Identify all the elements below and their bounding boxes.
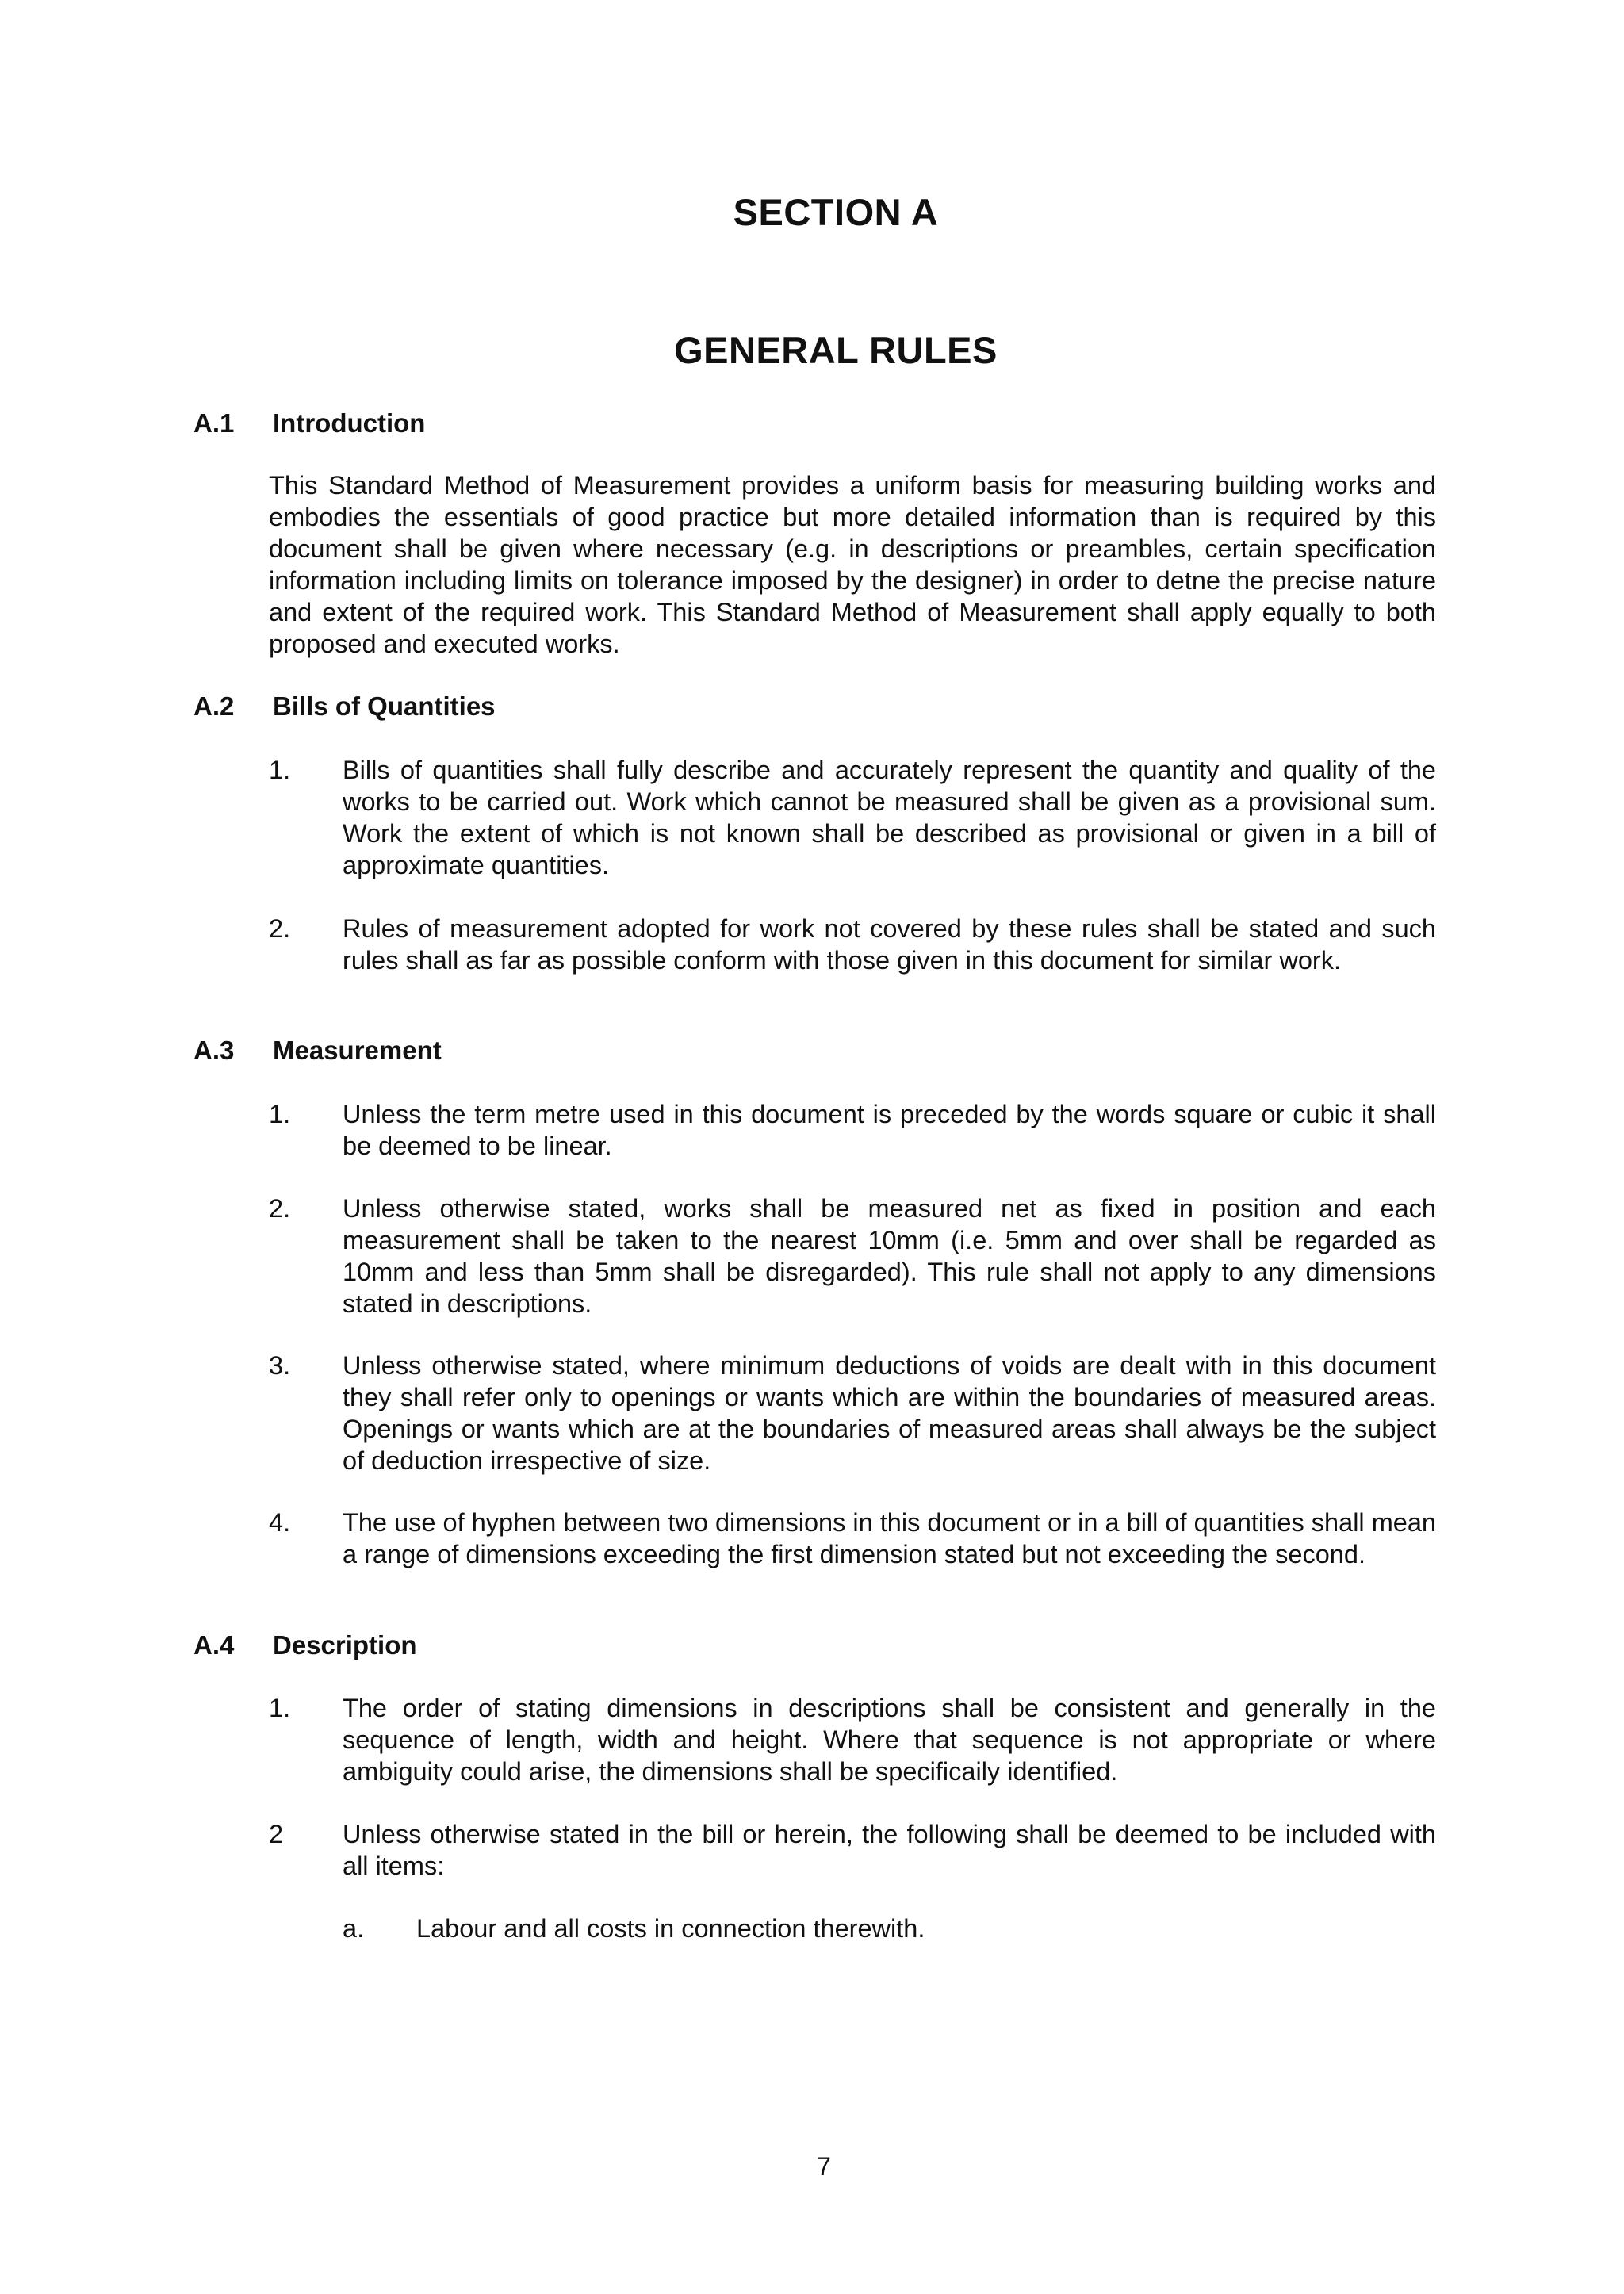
section-heading-text: Bills of Quantities	[273, 691, 496, 721]
list-item-number: 4.	[269, 1508, 291, 1537]
list-item-number: 1.	[269, 1694, 291, 1722]
list-item-text: Unless the term metre used in this document is preceded by the words square or cubic it shall be deemed to be linear.	[343, 1100, 1436, 1160]
list-item	[269, 1692, 1436, 1787]
list-item	[269, 1818, 1436, 1882]
list-item-text: Rules of measurement adopted for work not covered by these rules shall be stated and such rules shall as far as possible conform with those given in this document for similar work.	[343, 914, 1436, 975]
section-heading-text: Measurement	[273, 1036, 442, 1065]
list-item-text: The order of stating dimensions in descriptions shall be consistent and generally in the sequence of length, width and height. Where that sequence is not appropriate or where ambiguity could arise, the dimensions shall be specificaily identified.	[343, 1694, 1436, 1786]
sub-list-item	[343, 1913, 1436, 1944]
section-number: A.1	[193, 408, 235, 438]
list-item	[269, 754, 1436, 881]
section-number: A.3	[193, 1036, 235, 1065]
section-number: A.4	[193, 1630, 235, 1660]
list-item	[269, 913, 1436, 976]
list-item	[269, 1098, 1436, 1162]
list-item	[269, 1507, 1436, 1570]
list-item-number: 2.	[269, 914, 291, 943]
list-item-number: 3.	[269, 1351, 291, 1380]
sub-list-item-letter: a.	[343, 1914, 365, 1943]
list-item-text: The use of hyphen between two dimensions in this document or in a bill of quantities shall mean a range of dimensions exceeding the first dimension stated but not exceeding the second.	[343, 1508, 1436, 1568]
list-item-number: 1.	[269, 756, 291, 784]
section-heading-text: Description	[273, 1630, 417, 1660]
list-item	[269, 1193, 1436, 1319]
section-heading-text: Introduction	[273, 408, 426, 438]
section-title: SECTION A	[733, 191, 939, 233]
list-item-text: Unless otherwise stated, works shall be measured net as fixed in position and each measurement shall be taken to the nearest 10mm (i.e. 5mm and over shall be regarded as 10mm and less than 5mm shall be disregarded). This rule shall not apply to any dimensions stated in descriptions.	[343, 1194, 1436, 1318]
list-item-number: 2	[269, 1820, 284, 1848]
section-subtitle: GENERAL RULES	[674, 329, 998, 371]
list-item	[269, 1350, 1436, 1476]
list-item-text: Unless otherwise stated in the bill or herein, the following shall be deemed to be included with all items:	[343, 1820, 1436, 1880]
list-item-text: Bills of quantities shall fully describe and accurately represent the quantity and quality of the works to be carried out. Work which cannot be measured shall be given as a provisional sum. Work the extent of which is not known shall be described as provisional or given in a bill of approximate quantities.	[343, 756, 1436, 879]
introduction-paragraph: This Standard Method of Measurement provides a uniform basis for measuring building works and embodies the essentials of good practice but more detailed information than is required by this document shall be given where necessary (e.g. in descriptions or preambles, certain specification information including limits on tolerance imposed by the designer) in order to detne the precise nature and extent of the required work. This Standard Method of Measurement shall apply equally to both proposed and executed works.	[269, 471, 1436, 658]
section-number: A.2	[193, 691, 235, 721]
page-number: 7	[817, 2152, 831, 2181]
list-item-number: 1.	[269, 1100, 291, 1128]
list-item-text: Unless otherwise stated, where minimum deductions of voids are dealt with in this document they shall refer only to openings or wants which are within the boundaries of measured areas. Openings or wants which are at the boundaries of measured areas shall always be the subject of deduction irrespective of size.	[343, 1351, 1436, 1475]
sub-list-item-text: Labour and all costs in connection therewith.	[416, 1914, 925, 1943]
list-item-number: 2.	[269, 1194, 291, 1223]
